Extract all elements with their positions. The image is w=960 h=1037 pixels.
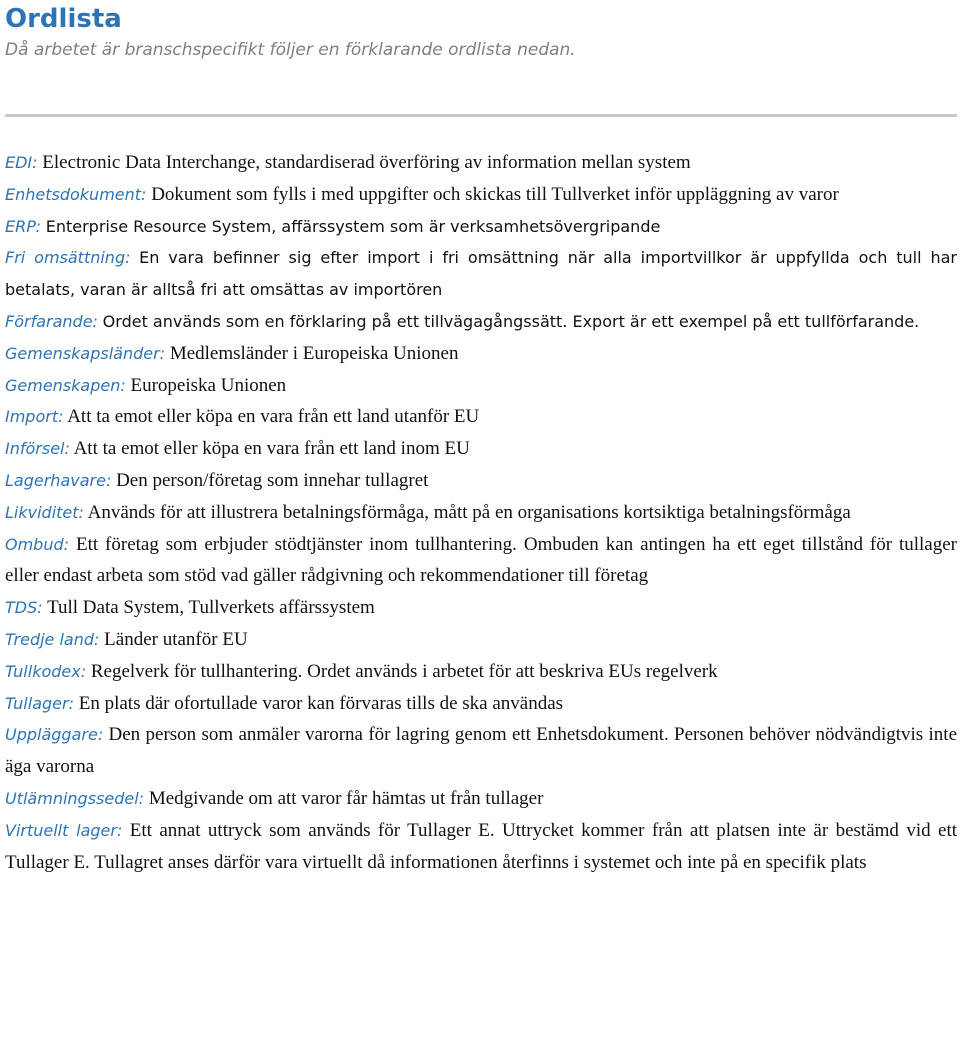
glossary-term: EDI: [5,153,38,172]
glossary-entry-tullager [5,688,957,720]
page-subtitle: Då arbetet är branschspecifikt följer en förklarande ordlista nedan. [5,40,576,60]
glossary-definition: Att ta emot eller köpa en vara från ett land inom EU [73,438,470,460]
glossary-entry-forfarande [5,306,957,338]
glossary-definition: Tull Data System, Tullverkets affärssystem [47,597,375,619]
glossary-definition: En vara befinner sig efter import i fri omsättning när alla importvillkor är uppfyllda och tull har betalats, varan är alltså fri att omsättas av importören [5,248,957,300]
glossary-entry-upplaggare [5,719,957,783]
glossary-entry-likviditet [5,497,957,529]
glossary-definition: Används för att illustrera betalningsförmåga, mått på en organisations kortsiktiga betalningsförmåga [87,501,851,523]
glossary-definition: Europeiska Unionen [130,374,287,396]
glossary-term: Likviditet: [5,502,84,522]
glossary-term: Import: [5,407,64,427]
glossary-term: Tredje land: [5,629,100,649]
glossary-definition: Enterprise Resource System, affärssystem som är verksamhetsövergripande [45,216,661,236]
glossary-definition: Ett företag som erbjuder stödtjänster inom tullhantering. Ombuden kan antingen ha ett eget tillstånd för tullager eller endast arbeta som stöd vad gäller rådgivning och rekommendationer till företag [5,533,958,587]
glossary-entry-gemenskapslander [5,338,957,370]
glossary-entry-tredje-land [5,624,957,656]
glossary-entry-inforsel [5,433,957,465]
glossary-definition: Ett annat uttryck som används för Tullager E. Uttrycket kommer från att platsen inte är bestämd vid ett Tullager E. Tullagret anses därför vara virtuellt då informationen återfinns i systemet och inte på en specifik plats [5,819,958,873]
glossary-definition: En plats där ofortullade varor kan förvaras tills de ska användas [78,692,564,714]
glossary-entry-virtuellt-lager [5,815,957,879]
glossary-term: Tullkodex: [5,661,87,681]
glossary-entry-edi [5,147,957,179]
glossary-term: Virtuellt lager: [5,820,123,840]
glossary-term: Tullager: [5,693,74,713]
glossary-definition: Ordet används som en förklaring på ett tillvägagångssätt. Export är ett exempel på ett tullförfarande. [102,311,920,331]
glossary-term: Förfarande: [5,311,98,331]
glossary-term: Uppläggare: [5,725,104,745]
glossary-term: ERP: [5,216,41,236]
glossary-term: Gemenskapen: [5,375,126,395]
glossary-term: Gemenskapsländer: [5,343,166,363]
glossary-entry-import [5,401,957,433]
glossary-definition: Electronic Data Interchange, standardiserad överföring av information mellan system [42,152,691,173]
glossary-term: Enhetsdokument: [5,184,147,204]
glossary-entry-erp [5,211,957,243]
glossary-term: TDS: [5,598,43,618]
divider [5,114,957,117]
glossary-entry-gemenskapen [5,370,957,402]
glossary-definition: Medlemsländer i Europeiska Unionen [169,342,459,364]
glossary-term: Fri omsättning: [5,248,131,268]
glossary-term: Lagerhavare: [5,470,112,490]
glossary-entry-fri-omsattning [5,242,957,306]
glossary-term: Ombud: [5,534,70,554]
glossary-entry-lagerhavare [5,465,957,497]
glossary-entry-tds [5,592,957,624]
glossary-entry-tullkodex [5,656,957,688]
page-title: Ordlista [5,4,122,34]
glossary-definition: Regelverk för tullhantering. Ordet används i arbetet för att beskriva EUs regelverk [90,660,718,682]
glossary-entry-utlamningssedel [5,783,957,815]
glossary-list [5,147,957,878]
glossary-entry-ombud [5,529,957,593]
glossary-definition: Den person/företag som innehar tullagret [116,469,429,491]
glossary-definition: Att ta emot eller köpa en vara från ett land utanför EU [67,406,480,428]
glossary-definition: Länder utanför EU [104,628,248,650]
glossary-definition: Dokument som fylls i med uppgifter och skickas till Tullverket inför uppläggning av varor [151,183,839,205]
glossary-term: Utlämningssedel: [5,788,145,808]
glossary-definition: Medgivande om att varor får hämtas ut från tullager [148,787,544,809]
glossary-term: Införsel: [5,439,70,459]
glossary-definition: Den person som anmäler varorna för lagring genom ett Enhetsdokument. Personen behöver nödvändigtvis inte äga varorna [5,724,957,778]
glossary-page [5,0,958,873]
glossary-entry-enhetsdokument [5,179,957,211]
